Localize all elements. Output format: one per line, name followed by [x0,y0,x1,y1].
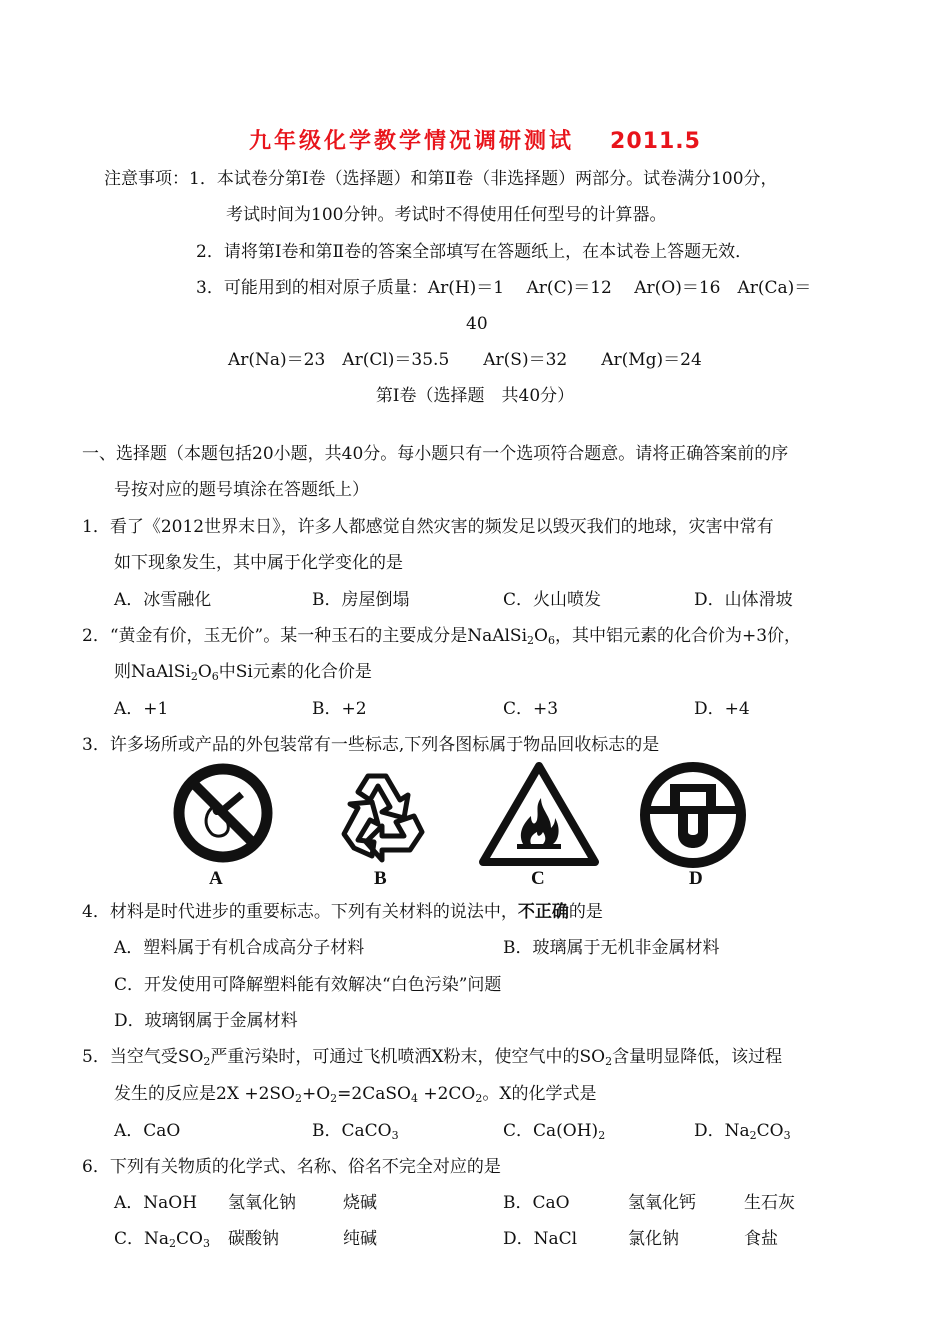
notes-label: 注意事项： [104,169,189,189]
q1-option-b: B．房屋倒塌 [312,590,410,610]
q5-eq-1: 发生的反应是2X +2SO [114,1084,295,1104]
q1-stem-2: 如下现象发生，其中属于化学变化的是 [114,553,403,573]
q5-option-d [694,1120,791,1142]
note-3-a: 3．可能用到的相对原子质量：Ar(H)＝1 Ar(C)＝12 Ar(O)＝16 Ar(Ca)＝ [196,278,812,298]
q4-stem-b: 的是 [568,902,603,922]
q2-formula-mid: O [534,626,548,646]
q2-stem-2-b: 中Si元素的化合价是 [218,662,372,682]
q1-option-c: C．火山喷发 [503,590,602,610]
q6-option-c-sub-1: 2 [169,1237,177,1250]
recycling-sign-icon [330,762,434,866]
section1-line-2: 号按对应的题号填涂在答题纸上） [114,480,369,500]
q5-eq-4: +2CO [417,1084,476,1104]
q6-option-c-sub-2: 3 [202,1237,210,1250]
q2-option-c: C．+3 [503,699,559,719]
q2-formula2-pre: NaAlSi [131,662,191,682]
notes-line-1 [104,168,778,190]
q2-formula2-sub2: 6 [211,670,219,683]
q2-stem-1-b: ，其中铝元素的化合价为+3价， [554,626,802,646]
q5-option-b-sub: 3 [391,1129,399,1142]
q5-stem-1 [82,1046,782,1068]
q5-option-c-text: C．Ca(OH) [503,1121,599,1141]
q4-option-c: C．开发使用可降解塑料能有效解决“白色污染”问题 [114,975,502,995]
q5-sub-1: 2 [203,1055,211,1068]
sign-c-label: C [531,868,545,889]
q2-option-b: B．+2 [312,699,367,719]
q6-option-a-formula: A．NaOH [114,1193,198,1213]
q2-formula-pre: NaAlSi [467,626,528,646]
q5-stem-2 [114,1083,596,1105]
section1-line-1: 一、选择题（本题包括20小题，共40分。每小题只有一个选项符合题意。请将正确答案前的序 [82,444,789,464]
q2-formula-sub2: 6 [547,634,555,647]
no-smoking-sign-icon [172,762,274,864]
q5-stem-1-a: 5．当空气受SO [82,1047,204,1067]
q5-stem-1-b: 严重污染时，可通过飞机喷洒X粉末，使空气中的SO [210,1047,606,1067]
q5-option-d-sub-2: 3 [783,1129,791,1142]
q5-eq-3: =2CaSO [337,1084,411,1104]
q6-option-c-name: 碳酸钠 [228,1229,279,1249]
exam-title [0,124,950,155]
q5-stem-1-c: 含量明显降低，该过程 [612,1047,783,1067]
q5-option-c [503,1120,605,1142]
exam-year: 2011.5 [610,129,701,154]
q2-stem-2 [114,661,372,683]
q4-stem-a: 4．材料是时代进步的重要标志。下列有关材料的说法中， [82,902,518,922]
q6-option-d-formula: D．NaCl [503,1229,578,1249]
q6-option-b-common: 生石灰 [744,1193,795,1213]
q2-formula-2 [131,662,219,682]
q1-stem-1: 1．看了《2012世界末日》，许多人都感觉自然灾害的频发足以毁灭我们的地球，灾害中常有 [82,517,774,537]
q2-stem-2-a: 则 [114,662,131,682]
sign-a-label: A [209,868,223,889]
exam-title-text: 九年级化学教学情况调研测试 [249,129,575,154]
q4-option-a: A．塑料属于有机合成高分子材料 [114,938,365,958]
q6-stem: 6．下列有关物质的化学式、名称、俗名不完全对应的是 [82,1157,501,1177]
sign-b-label: B [374,868,387,889]
q5-option-d-sub-1: 2 [749,1129,757,1142]
q4-option-b: B．玻璃属于无机非金属材料 [503,938,720,958]
q6-option-a-common: 烧碱 [343,1193,377,1213]
q2-formula [467,626,555,646]
q2-option-d: D．+4 [694,699,750,719]
sign-d-label: D [689,868,703,889]
q6-option-b-name: 氢氧化钙 [628,1193,696,1213]
q5-sub-2: 2 [605,1055,613,1068]
note-3-c: Ar(Na)＝23 Ar(Cl)＝35.5 Ar(S)＝32 Ar(Mg)＝24 [228,350,702,370]
q2-stem-1-a: 2．“黄金有价，玉无价”。某一种玉石的主要成分是 [82,626,468,646]
q6-option-c-common: 纯碱 [343,1229,377,1249]
q3-stem: 3．许多场所或产品的外包装常有一些标志,下列各图标属于物品回收标志的是 [82,735,660,755]
note-3-b: 40 [466,314,488,334]
note-2: 2．请将第Ⅰ卷和第Ⅱ卷的答案全部填写在答题纸上，在本试卷上答题无效． [196,242,753,262]
q2-formula2-mid: O [197,662,212,682]
q5-eq-sub-2: 2 [330,1092,338,1105]
q5-option-a: A．CaO [114,1121,181,1141]
flammable-warning-sign-icon [479,762,599,866]
q5-option-d-mid: CO [756,1121,784,1141]
q5-option-b-text: B．CaCO [312,1121,392,1141]
q6-option-c-mid: CO [176,1229,203,1249]
q5-option-b [312,1120,399,1142]
q2-option-a: A．+1 [114,699,169,719]
q2-formula2-sub1: 2 [190,670,198,683]
q1-option-a: A．冰雪融化 [114,590,212,610]
q5-option-c-sub: 2 [598,1129,606,1142]
q4-emphasis: 不正确 [517,902,569,922]
q6-option-b-formula: B．CaO [503,1193,570,1213]
q6-option-c-formula [114,1228,210,1250]
note-1-a: 1．本试卷分第Ⅰ卷（选择题）和第Ⅱ卷（非选择题）两部分。试卷满分100分， [189,169,778,189]
q6-option-d-name: 氯化钠 [628,1229,679,1249]
q5-eq-sub-1: 2 [294,1092,302,1105]
q6-option-a-name: 氢氧化钠 [228,1193,296,1213]
q6-option-c-formula-text: C．Na [114,1229,170,1249]
q4-stem [82,901,603,923]
q5-eq-sub-4: 2 [475,1092,483,1105]
q5-eq-5: 。X的化学式是 [482,1084,597,1104]
note-1-b: 考试时间为100分钟。考试时不得使用任何型号的计算器。 [226,205,667,225]
q4-option-d: D．玻璃钢属于金属材料 [114,1011,298,1031]
q5-eq-2: +O [301,1084,331,1104]
q1-option-d: D．山体滑坡 [694,590,793,610]
q5-option-d-text: D．Na [694,1121,750,1141]
q2-stem-1 [82,625,801,647]
green-food-sign-icon [640,762,746,868]
q5-eq-sub-3: 4 [410,1092,418,1105]
q6-option-d-common: 食盐 [744,1229,778,1249]
q2-formula-sub1: 2 [527,634,535,647]
part1-heading: 第Ⅰ卷（选择题 共40分） [375,386,575,406]
